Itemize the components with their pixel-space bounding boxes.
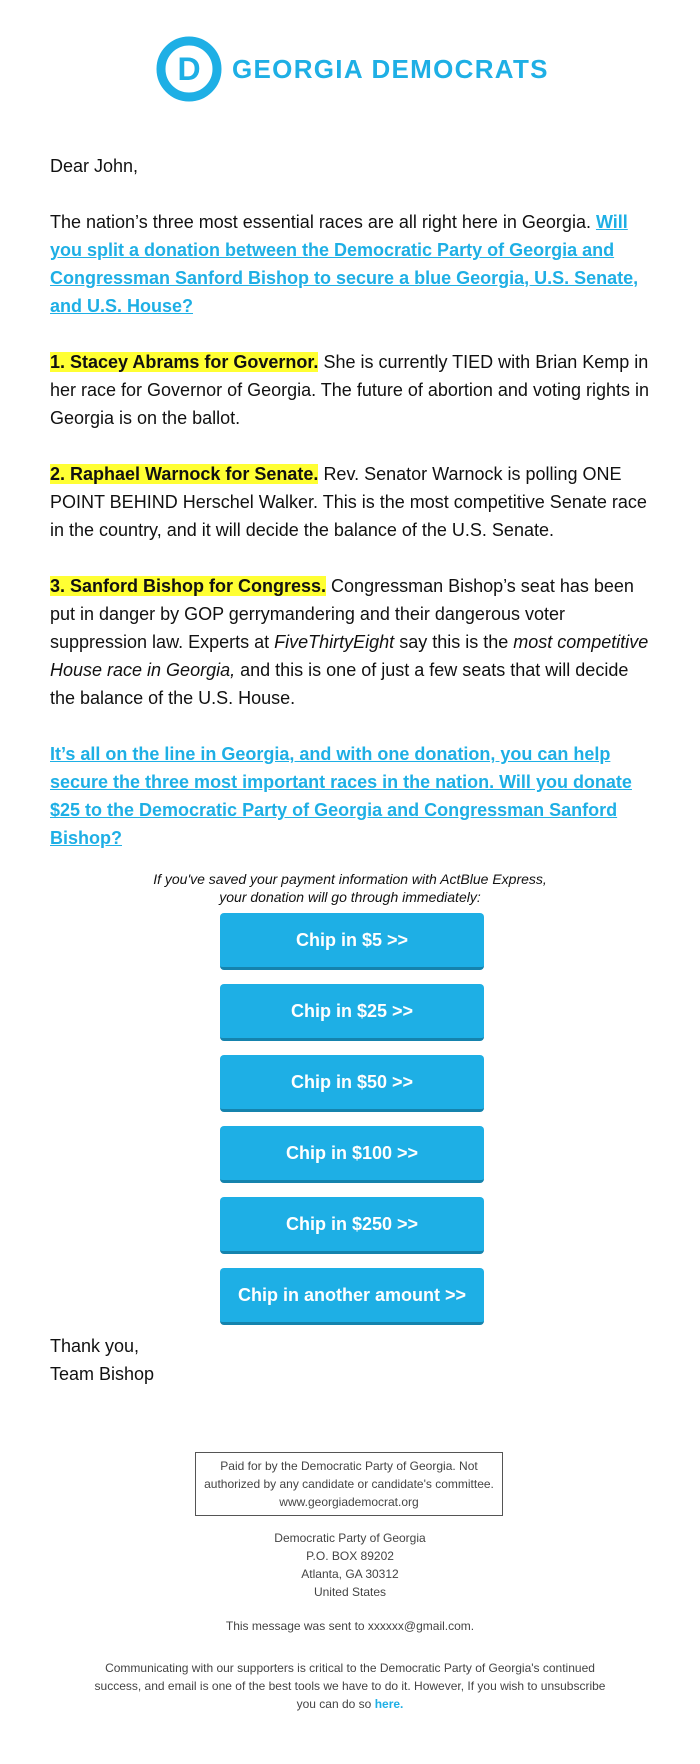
brand-name: GEORGIA DEMOCRATS <box>232 53 549 84</box>
chip-in-50-button[interactable]: Chip in $50 >> <box>220 1055 484 1112</box>
race-paragraph-congress <box>50 572 650 712</box>
greeting: Dear John, <box>50 156 139 176</box>
actblue-note-line2: your donation will go through immediately: <box>219 889 481 905</box>
unsubscribe-link[interactable]: here. <box>374 1697 404 1711</box>
chip-in-250-button[interactable]: Chip in $250 >> <box>220 1197 484 1254</box>
paid-for-website: www.georgiademocrat.org <box>279 1495 419 1509</box>
intro-donation-link[interactable]: Will you split a donation between the Democratic Party of Georgia and Congressman Sanford Bishop to secure a blue Georgia, U.S. Senate, and U.S. House? <box>50 212 639 316</box>
unsubscribe-notice <box>90 1659 610 1713</box>
paid-for-disclaimer <box>195 1452 503 1516</box>
race-text-congress-part1: Congressman Bishop’s seat has been put in danger by GOP gerrymandering and their dangerous voter suppression law. Experts at <box>50 576 634 652</box>
chip-in-5-button[interactable]: Chip in $5 >> <box>220 913 484 970</box>
race-text-congress-part3: and this is one of just a few seats that will decide the balance of the U.S. House. <box>50 660 629 708</box>
race-text-congress-part2: say this is the <box>399 632 509 652</box>
race-text-senate: Rev. Senator Warnock is polling ONE POINT BEHIND Herschel Walker. This is the most competitive Senate race in the country, and it will decide the balance of the U.S. Senate. <box>50 464 647 540</box>
georgia-democrats-logo-icon <box>156 36 222 102</box>
cta-paragraph <box>50 740 650 852</box>
intro-text: The nation’s three most essential races are all right here in Georgia. <box>50 212 591 232</box>
logo-letter: D <box>177 51 201 87</box>
actblue-note-line1: If you've saved your payment information with ActBlue Express, <box>153 871 547 887</box>
race-paragraph-senate <box>50 460 650 544</box>
address-country: United States <box>313 1585 387 1599</box>
signoff-thanks: Thank you, <box>50 1336 140 1356</box>
race-italic-most-competitive: most competitive House race in Georgia, <box>50 632 649 680</box>
signoff-team: Team Bishop <box>50 1364 155 1384</box>
address-org: Democratic Party of Georgia <box>274 1531 426 1545</box>
mailing-address <box>0 1529 700 1601</box>
chip-in-100-button[interactable]: Chip in $100 >> <box>220 1126 484 1183</box>
chip-in-25-button[interactable]: Chip in $25 >> <box>220 984 484 1041</box>
signoff <box>50 1332 154 1388</box>
header-logo[interactable] <box>156 36 549 102</box>
race-highlight-governor: 1. Stacey Abrams for Governor. <box>50 352 319 372</box>
race-text-governor: She is currently TIED with Brian Kemp in her race for Governor of Georgia. The future of abortion and voting rights in Georgia is on the ballot. <box>50 352 650 428</box>
race-paragraph-governor <box>50 348 650 432</box>
chip-in-other-amount-button[interactable]: Chip in another amount >> <box>220 1268 484 1325</box>
unsubscribe-text: Communicating with our supporters is critical to the Democratic Party of Georgia's continued success, and email is one of the best tools we have to do it. However, If you wish to unsubscribe you can do so <box>94 1661 606 1711</box>
cta-donation-link[interactable]: It’s all on the line in Georgia, and with one donation, you can help secure the three most important races in the nation. Will you donate $25 to the Democratic Party of Georgia and Congressman Sanford Bishop? <box>50 744 632 848</box>
address-pobox: P.O. BOX 89202 <box>306 1549 394 1563</box>
letter-content <box>50 152 650 880</box>
donation-buttons <box>220 913 484 1339</box>
race-highlight-congress: 3. Sanford Bishop for Congress. <box>50 576 327 596</box>
paid-for-line1: Paid for by the Democratic Party of Georgia. Not <box>220 1459 478 1473</box>
sent-to-notice: This message was sent to xxxxxx@gmail.com. <box>225 1619 475 1633</box>
paid-for-line2: authorized by any candidate or candidate's committee. <box>204 1477 494 1491</box>
actblue-express-note <box>50 870 650 906</box>
intro-paragraph <box>50 208 650 320</box>
address-city: Atlanta, GA 30312 <box>301 1567 399 1581</box>
race-highlight-senate: 2. Raphael Warnock for Senate. <box>50 464 319 484</box>
race-italic-fivethirtyeight: FiveThirtyEight <box>274 632 395 652</box>
